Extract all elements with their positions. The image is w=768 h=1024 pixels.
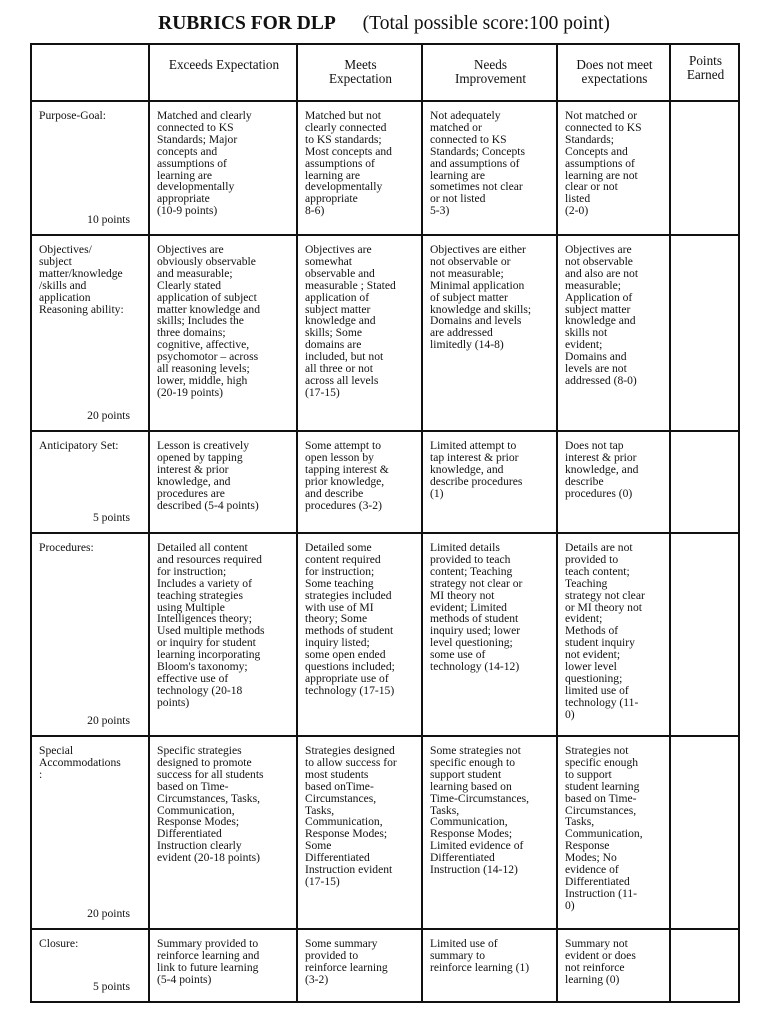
criterion-name: Closure: xyxy=(39,937,79,950)
points-earned-cell[interactable] xyxy=(670,533,739,736)
header-exceeds-expectation: Exceeds Expectation xyxy=(149,44,297,101)
title-main: RUBRICS FOR DLP xyxy=(158,13,336,34)
criterion-points: 10 points xyxy=(87,213,130,227)
header-row xyxy=(31,44,739,101)
row-anticipatory-set xyxy=(31,431,739,533)
criterion-points: 5 points xyxy=(92,511,130,525)
cell-exceeds: Lesson is creatively opened by tapping interest & prior knowledge, and procedures are described (5-4 points) xyxy=(149,431,297,533)
rubric-table xyxy=(30,43,740,1003)
header-points-earned: Points Earned xyxy=(670,44,739,101)
cell-needs-improvement: Limited attempt to tap interest & prior knowledge, and describe procedures (1) xyxy=(422,431,557,533)
row-purpose-goal xyxy=(31,101,739,235)
criterion-points: 20 points xyxy=(87,907,130,921)
cell-meets: Some attempt to open lesson by tapping interest & prior knowledge, and describe procedures (3-2) xyxy=(297,431,422,533)
criterion-name: Purpose-Goal: xyxy=(39,109,106,122)
cell-meets: Matched but not clearly connected to KS standards; Most concepts and assumptions of learning are developmentally appropriate 8-6) xyxy=(297,101,422,235)
cell-exceeds: Matched and clearly connected to KS Standards; Major concepts and assumptions of learning are developmentally appropriate (10-9 points) xyxy=(149,101,297,235)
cell-needs-improvement: Objectives are either not observable or not measurable; Minimal application of subject matter knowledge and skills; Domains and levels are addressed limitedly (14-8) xyxy=(422,235,557,431)
cell-does-not-meet: Details are not provided to teach content; Teaching strategy not clear or MI theory not evident; Methods of student inquiry not evident; lower level questioning; limited use of technology (11- 0) xyxy=(557,533,670,736)
cell-meets: Objectives are somewhat observable and measurable ; Stated application of subject matter knowledge and skills; Some domains are included, but not all three or not across all levels (17-15) xyxy=(297,235,422,431)
cell-needs-improvement: Limited details provided to teach content; Teaching strategy not clear or MI theory not evident; Limited methods of student inquiry used; lower level questioning; some use of technology (14-12) xyxy=(422,533,557,736)
cell-exceeds: Specific strategies designed to promote success for all students based on Time- Circumstances, Tasks, Communication, Response Modes; Differentiated Instruction clearly evident (20-18 points) xyxy=(149,736,297,929)
points-earned-cell[interactable] xyxy=(670,431,739,533)
cell-does-not-meet: Objectives are not observable and also are not measurable; Application of subject matter knowledge and skills not evident; Domains and levels are not addressed (8-0) xyxy=(557,235,670,431)
criterion-points: 20 points xyxy=(87,409,130,423)
criterion-cell xyxy=(31,431,149,533)
cell-needs-improvement: Limited use of summary to reinforce learning (1) xyxy=(422,929,557,1002)
cell-meets: Detailed some content required for instruction; Some teaching strategies included with use of MI theory; Some methods of student inquiry listed; some open ended questions included; appropriate use of technology (17-15) xyxy=(297,533,422,736)
cell-exceeds: Objectives are obviously observable and measurable; Clearly stated application of subject matter knowledge and skills; Includes the three domains; cognitive, affective, psychomotor – across all reasoning levels; lower, middle, high (20-19 points) xyxy=(149,235,297,431)
cell-does-not-meet: Strategies not specific enough to support student learning based on Time- Circumstances, Tasks, Communication, Response Modes; No evidence of Differentiated Instruction (11- 0) xyxy=(557,736,670,929)
points-earned-cell[interactable] xyxy=(670,929,739,1002)
criterion-name: Special Accommodations : xyxy=(39,744,121,781)
criterion-points: 20 points xyxy=(87,714,130,728)
points-earned-cell[interactable] xyxy=(670,235,739,431)
criterion-cell xyxy=(31,929,149,1002)
title-total-score: (Total possible score:100 point) xyxy=(362,13,610,34)
cell-does-not-meet: Summary not evident or does not reinforce learning (0) xyxy=(557,929,670,1002)
header-criterion xyxy=(31,44,149,101)
criterion-name: Anticipatory Set: xyxy=(39,439,119,452)
criterion-name: Objectives/ subject matter/knowledge /skills and application Reasoning ability: xyxy=(39,243,124,316)
cell-meets: Strategies designed to allow success for most students based onTime- Circumstances, Tasks, Communication, Response Modes; Some Differentiated Instruction evident (17-15) xyxy=(297,736,422,929)
criterion-name: Procedures: xyxy=(39,541,94,554)
cell-needs-improvement: Not adequately matched or connected to KS Standards; Concepts and assumptions of learning are sometimes not clear or not listed 5-3) xyxy=(422,101,557,235)
criterion-points: 5 points xyxy=(92,980,130,994)
document-title xyxy=(0,12,768,36)
criterion-cell xyxy=(31,101,149,235)
criterion-cell xyxy=(31,736,149,929)
criterion-cell xyxy=(31,533,149,736)
row-special-accommodations xyxy=(31,736,739,929)
header-meets-expectation: Meets Expectation xyxy=(297,44,422,101)
points-earned-cell[interactable] xyxy=(670,101,739,235)
cell-does-not-meet: Does not tap interest & prior knowledge, and describe procedures (0) xyxy=(557,431,670,533)
cell-meets: Some summary provided to reinforce learning (3-2) xyxy=(297,929,422,1002)
points-earned-cell[interactable] xyxy=(670,736,739,929)
cell-exceeds: Summary provided to reinforce learning and link to future learning (5-4 points) xyxy=(149,929,297,1002)
cell-needs-improvement: Some strategies not specific enough to support student learning based on Time-Circumstances, Tasks, Communication, Response Modes; Limited evidence of Differentiated Instruction (14-12) xyxy=(422,736,557,929)
row-procedures xyxy=(31,533,739,736)
cell-does-not-meet: Not matched or connected to KS Standards; Concepts and assumptions of learning are not clear or not listed (2-0) xyxy=(557,101,670,235)
header-needs-improvement: Needs Improvement xyxy=(422,44,557,101)
cell-exceeds: Detailed all content and resources required for instruction; Includes a variety of teaching strategies using Multiple Intelligences theory; Used multiple methods or inquiry for student learning incorporating Bloom's taxonomy; effective use of technology (20-18 points) xyxy=(149,533,297,736)
row-closure xyxy=(31,929,739,1002)
row-objectives xyxy=(31,235,739,431)
criterion-cell xyxy=(31,235,149,431)
header-does-not-meet: Does not meet expectations xyxy=(557,44,670,101)
